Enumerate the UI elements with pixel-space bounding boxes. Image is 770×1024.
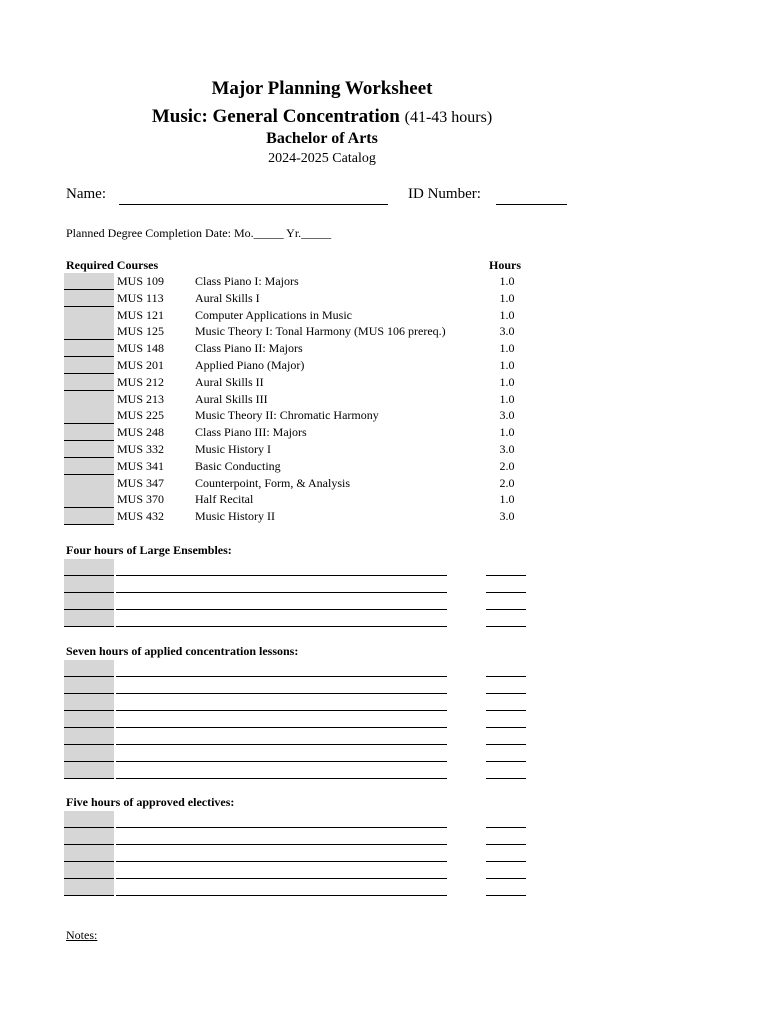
- course-check-box[interactable]: [64, 845, 114, 862]
- course-row: [0, 458, 770, 475]
- course-title: Counterpoint, Form, & Analysis: [195, 475, 351, 490]
- course-entry-line[interactable]: [116, 778, 447, 779]
- course-hours: 2.0: [499, 475, 515, 490]
- program-name: Music: General Concentration: [151, 106, 400, 127]
- blank-course-row: [0, 559, 770, 576]
- blank-course-row: [0, 745, 770, 762]
- course-code: MUS 213: [117, 391, 165, 406]
- course-check-box[interactable]: [64, 357, 114, 374]
- course-row: [0, 475, 770, 492]
- course-title: Aural Skills II: [195, 374, 264, 389]
- course-hours: 1.0: [499, 358, 515, 372]
- course-row: [0, 407, 770, 424]
- section-heading: Five hours of approved electives:: [66, 795, 235, 809]
- course-row: [0, 391, 770, 408]
- course-row: [0, 491, 770, 508]
- course-row: [0, 323, 770, 340]
- course-check-box[interactable]: [64, 374, 114, 391]
- hours-heading: Hours: [489, 258, 522, 272]
- course-row: [0, 340, 770, 357]
- course-row: [0, 290, 770, 307]
- course-row: [0, 508, 770, 525]
- id-number-field[interactable]: [496, 190, 567, 205]
- course-code: MUS 121: [117, 307, 165, 322]
- hours-entry-line[interactable]: [486, 895, 526, 896]
- program-hours: (41-43 hours): [404, 109, 493, 126]
- course-row: [0, 441, 770, 458]
- course-title: Computer Applications in Music: [195, 307, 352, 322]
- blank-course-row: [0, 828, 770, 845]
- course-check-box[interactable]: [64, 290, 114, 307]
- course-check-box[interactable]: [64, 593, 114, 610]
- course-code: MUS 212: [117, 374, 165, 389]
- course-title: Applied Piano (Major): [195, 358, 305, 372]
- course-hours: 1.0: [499, 391, 515, 406]
- course-hours: 1.0: [499, 290, 515, 305]
- course-entry-line[interactable]: [116, 626, 447, 627]
- course-hours: 2.0: [499, 458, 515, 473]
- course-check-box[interactable]: [64, 879, 114, 896]
- name-field[interactable]: [119, 190, 388, 205]
- course-title: Class Piano I: Majors: [195, 274, 299, 288]
- course-check-box[interactable]: [64, 307, 114, 324]
- course-check-box[interactable]: [64, 610, 114, 627]
- degree-title: Bachelor of Arts: [266, 130, 378, 147]
- course-check-box[interactable]: [64, 441, 114, 458]
- notes-label: Notes:: [66, 928, 98, 942]
- course-title: Music Theory II: Chromatic Harmony: [195, 408, 379, 423]
- course-check-box[interactable]: [64, 391, 114, 408]
- course-code: MUS 347: [117, 475, 165, 490]
- blank-course-row: [0, 728, 770, 745]
- course-title: Class Piano III: Majors: [195, 425, 307, 440]
- blank-course-row: [0, 811, 770, 828]
- blank-course-row: [0, 610, 770, 627]
- course-check-box[interactable]: [64, 660, 114, 677]
- blank-course-row: [0, 694, 770, 711]
- course-title: Music Theory I: Tonal Harmony (MUS 106 prereq.): [195, 324, 446, 339]
- blank-course-row: [0, 711, 770, 728]
- course-code: MUS 332: [117, 442, 165, 456]
- blank-course-row: [0, 845, 770, 862]
- course-hours: 1.0: [499, 307, 515, 322]
- course-hours: 3.0: [499, 442, 515, 456]
- course-check-box[interactable]: [64, 762, 114, 779]
- course-check-box[interactable]: [64, 862, 114, 879]
- course-check-box[interactable]: [64, 407, 114, 424]
- course-title: Aural Skills III: [195, 391, 268, 406]
- course-check-box[interactable]: [64, 323, 114, 340]
- course-entry-line[interactable]: [116, 895, 447, 896]
- course-code: MUS 109: [117, 274, 165, 288]
- course-check-box[interactable]: [64, 424, 114, 441]
- course-check-box[interactable]: [64, 728, 114, 745]
- course-hours: 1.0: [499, 274, 515, 288]
- blank-course-row: [0, 593, 770, 610]
- catalog-year: 2024-2025 Catalog: [268, 151, 376, 166]
- course-check-box[interactable]: [64, 475, 114, 492]
- course-check-box[interactable]: [64, 491, 114, 508]
- required-courses-heading: Required Courses: [66, 258, 159, 272]
- course-hours: 1.0: [499, 492, 515, 507]
- course-code: MUS 370: [117, 492, 165, 507]
- course-row: [0, 273, 770, 290]
- blank-course-row: [0, 660, 770, 677]
- blank-course-row: [0, 879, 770, 896]
- hours-entry-line[interactable]: [486, 626, 526, 627]
- course-check-box[interactable]: [64, 711, 114, 728]
- section-heading: Four hours of Large Ensembles:: [66, 543, 232, 557]
- course-code: MUS 148: [117, 341, 165, 356]
- course-hours: 3.0: [499, 408, 515, 423]
- hours-entry-line[interactable]: [486, 778, 526, 779]
- course-hours: 1.0: [499, 374, 515, 389]
- course-code: MUS 341: [117, 458, 165, 473]
- course-hours: 3.0: [499, 324, 515, 339]
- blank-course-row: [0, 576, 770, 593]
- program-title: [0, 106, 644, 128]
- course-title: Music History I: [195, 442, 271, 456]
- course-code: MUS 125: [117, 324, 165, 339]
- completion-date-label[interactable]: Planned Degree Completion Date: Mo._____ Yr._____: [66, 226, 332, 240]
- course-row: [0, 424, 770, 441]
- blank-course-row: [0, 862, 770, 879]
- course-check-box[interactable]: [64, 745, 114, 762]
- course-title: Music History II: [195, 509, 275, 524]
- id-number-label: ID Number:: [408, 186, 481, 202]
- course-check-box[interactable]: [64, 559, 114, 576]
- name-label: Name:: [66, 186, 106, 202]
- course-hours: 3.0: [499, 509, 515, 524]
- course-check-box[interactable]: [64, 340, 114, 357]
- course-title: Half Recital: [195, 492, 254, 507]
- course-hours: 1.0: [499, 341, 515, 356]
- section-heading: Seven hours of applied concentration lessons:: [66, 644, 299, 658]
- course-check-box[interactable]: [64, 273, 114, 290]
- course-check-box[interactable]: [64, 576, 114, 593]
- course-code: MUS 432: [117, 509, 165, 524]
- course-title: Aural Skills I: [195, 290, 260, 305]
- blank-course-row: [0, 762, 770, 779]
- course-row: [0, 357, 770, 374]
- course-row: [0, 374, 770, 391]
- course-code: MUS 113: [117, 290, 164, 305]
- course-hours: 1.0: [499, 425, 515, 440]
- worksheet-title: Major Planning Worksheet: [211, 78, 433, 99]
- course-code: MUS 248: [117, 425, 165, 440]
- course-check-box[interactable]: [64, 694, 114, 711]
- course-check-box[interactable]: [64, 811, 114, 828]
- course-title: Basic Conducting: [195, 458, 281, 473]
- course-code: MUS 225: [117, 408, 165, 423]
- course-check-box[interactable]: [64, 458, 114, 475]
- course-check-box[interactable]: [64, 677, 114, 694]
- course-title: Class Piano II: Majors: [195, 341, 303, 356]
- course-check-box[interactable]: [64, 828, 114, 845]
- course-check-box[interactable]: [64, 508, 114, 525]
- blank-course-row: [0, 677, 770, 694]
- course-row: [0, 307, 770, 324]
- course-code: MUS 201: [117, 358, 165, 372]
